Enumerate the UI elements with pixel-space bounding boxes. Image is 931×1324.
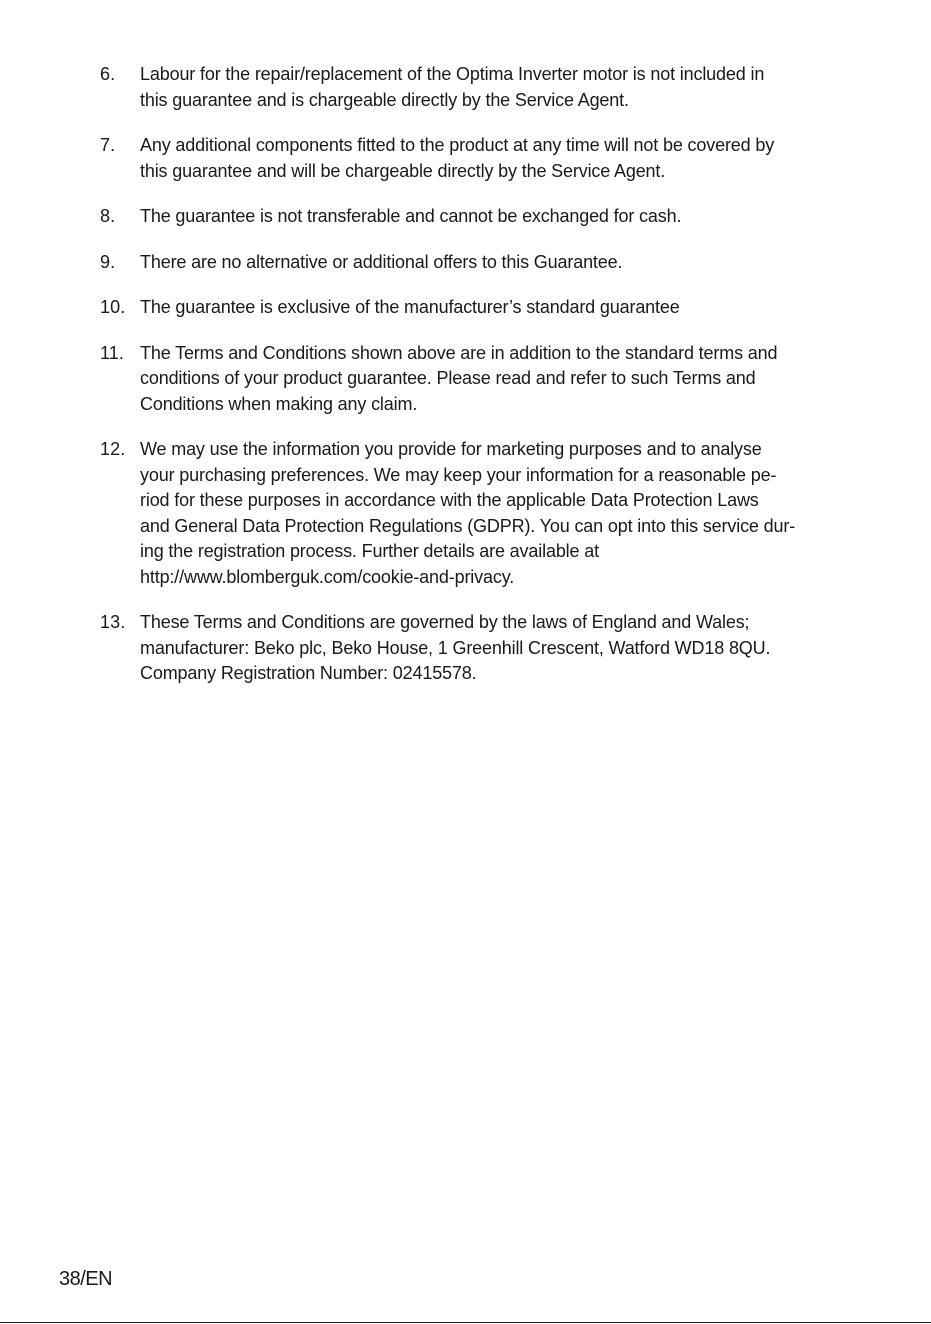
- term-text: [140, 610, 870, 687]
- term-text-line: These Terms and Conditions are governed by the laws of England and Wales;: [140, 612, 750, 632]
- term-text-line: riod for these purposes in accordance with the applicable Data Protection Laws: [140, 490, 759, 510]
- term-text-line: Any additional components fitted to the product at any time will not be covered by: [140, 135, 775, 155]
- term-text-line: conditions of your product guarantee. Please read and refer to such Terms and: [140, 368, 756, 388]
- term-text-line: manufacturer: Beko plc, Beko House, 1 Greenhill Crescent, Watford WD18 8QU.: [140, 637, 771, 658]
- term-text-line: Company Registration Number: 02415578.: [140, 663, 477, 683]
- term-text-line: your purchasing preferences. We may keep your information for a reasonable pe-: [140, 464, 777, 485]
- term-item: [100, 250, 870, 276]
- term-number: 8.: [100, 206, 116, 226]
- term-text: [140, 341, 870, 418]
- term-text: [140, 437, 870, 590]
- term-number: 9.: [100, 251, 116, 272]
- term-item: [100, 62, 870, 113]
- term-text: [140, 250, 870, 276]
- term-item: [100, 133, 870, 184]
- page-number: 38/EN: [59, 1268, 113, 1290]
- term-item: [100, 341, 870, 418]
- term-item: [100, 437, 870, 590]
- term-text-line: There are no alternative or additional offers to this Guarantee.: [140, 251, 623, 272]
- term-text-line: http://www.blomberguk.com/cookie-and-privacy.: [140, 566, 515, 587]
- term-number: 7.: [100, 135, 116, 155]
- term-text: [140, 204, 870, 230]
- term-number: 13.: [100, 612, 126, 632]
- term-text-line: ing the registration process. Further details are available at: [140, 541, 599, 561]
- term-text-line: We may use the information you provide for marketing purposes and to analyse: [140, 439, 762, 459]
- term-text-line: Labour for the repair/replacement of the Optima Inverter motor is not included in: [140, 64, 765, 84]
- term-number: 12.: [100, 439, 126, 459]
- term-text-line: this guarantee and will be chargeable directly by the Service Agent.: [140, 160, 666, 181]
- term-text-line: The guarantee is exclusive of the manufacturer’s standard guarantee: [140, 297, 680, 317]
- term-text: [140, 62, 870, 113]
- term-number: 10.: [100, 297, 126, 317]
- terms-list: [100, 62, 870, 707]
- term-item: [100, 204, 870, 230]
- term-item: [100, 610, 870, 687]
- term-text: [140, 295, 870, 321]
- term-text-line: and General Data Protection Regulations (GDPR). You can opt into this service dur-: [140, 515, 796, 536]
- bottom-divider: [0, 1322, 931, 1323]
- term-item: [100, 295, 870, 321]
- term-text-line: Conditions when making any claim.: [140, 393, 418, 414]
- term-text-line: The Terms and Conditions shown above are in addition to the standard terms and: [140, 342, 778, 363]
- term-text-line: this guarantee and is chargeable directly by the Service Agent.: [140, 89, 629, 110]
- term-number: 6.: [100, 64, 116, 84]
- term-number: 11.: [100, 342, 124, 363]
- term-text-line: The guarantee is not transferable and cannot be exchanged for cash.: [140, 206, 682, 226]
- term-text: [140, 133, 870, 184]
